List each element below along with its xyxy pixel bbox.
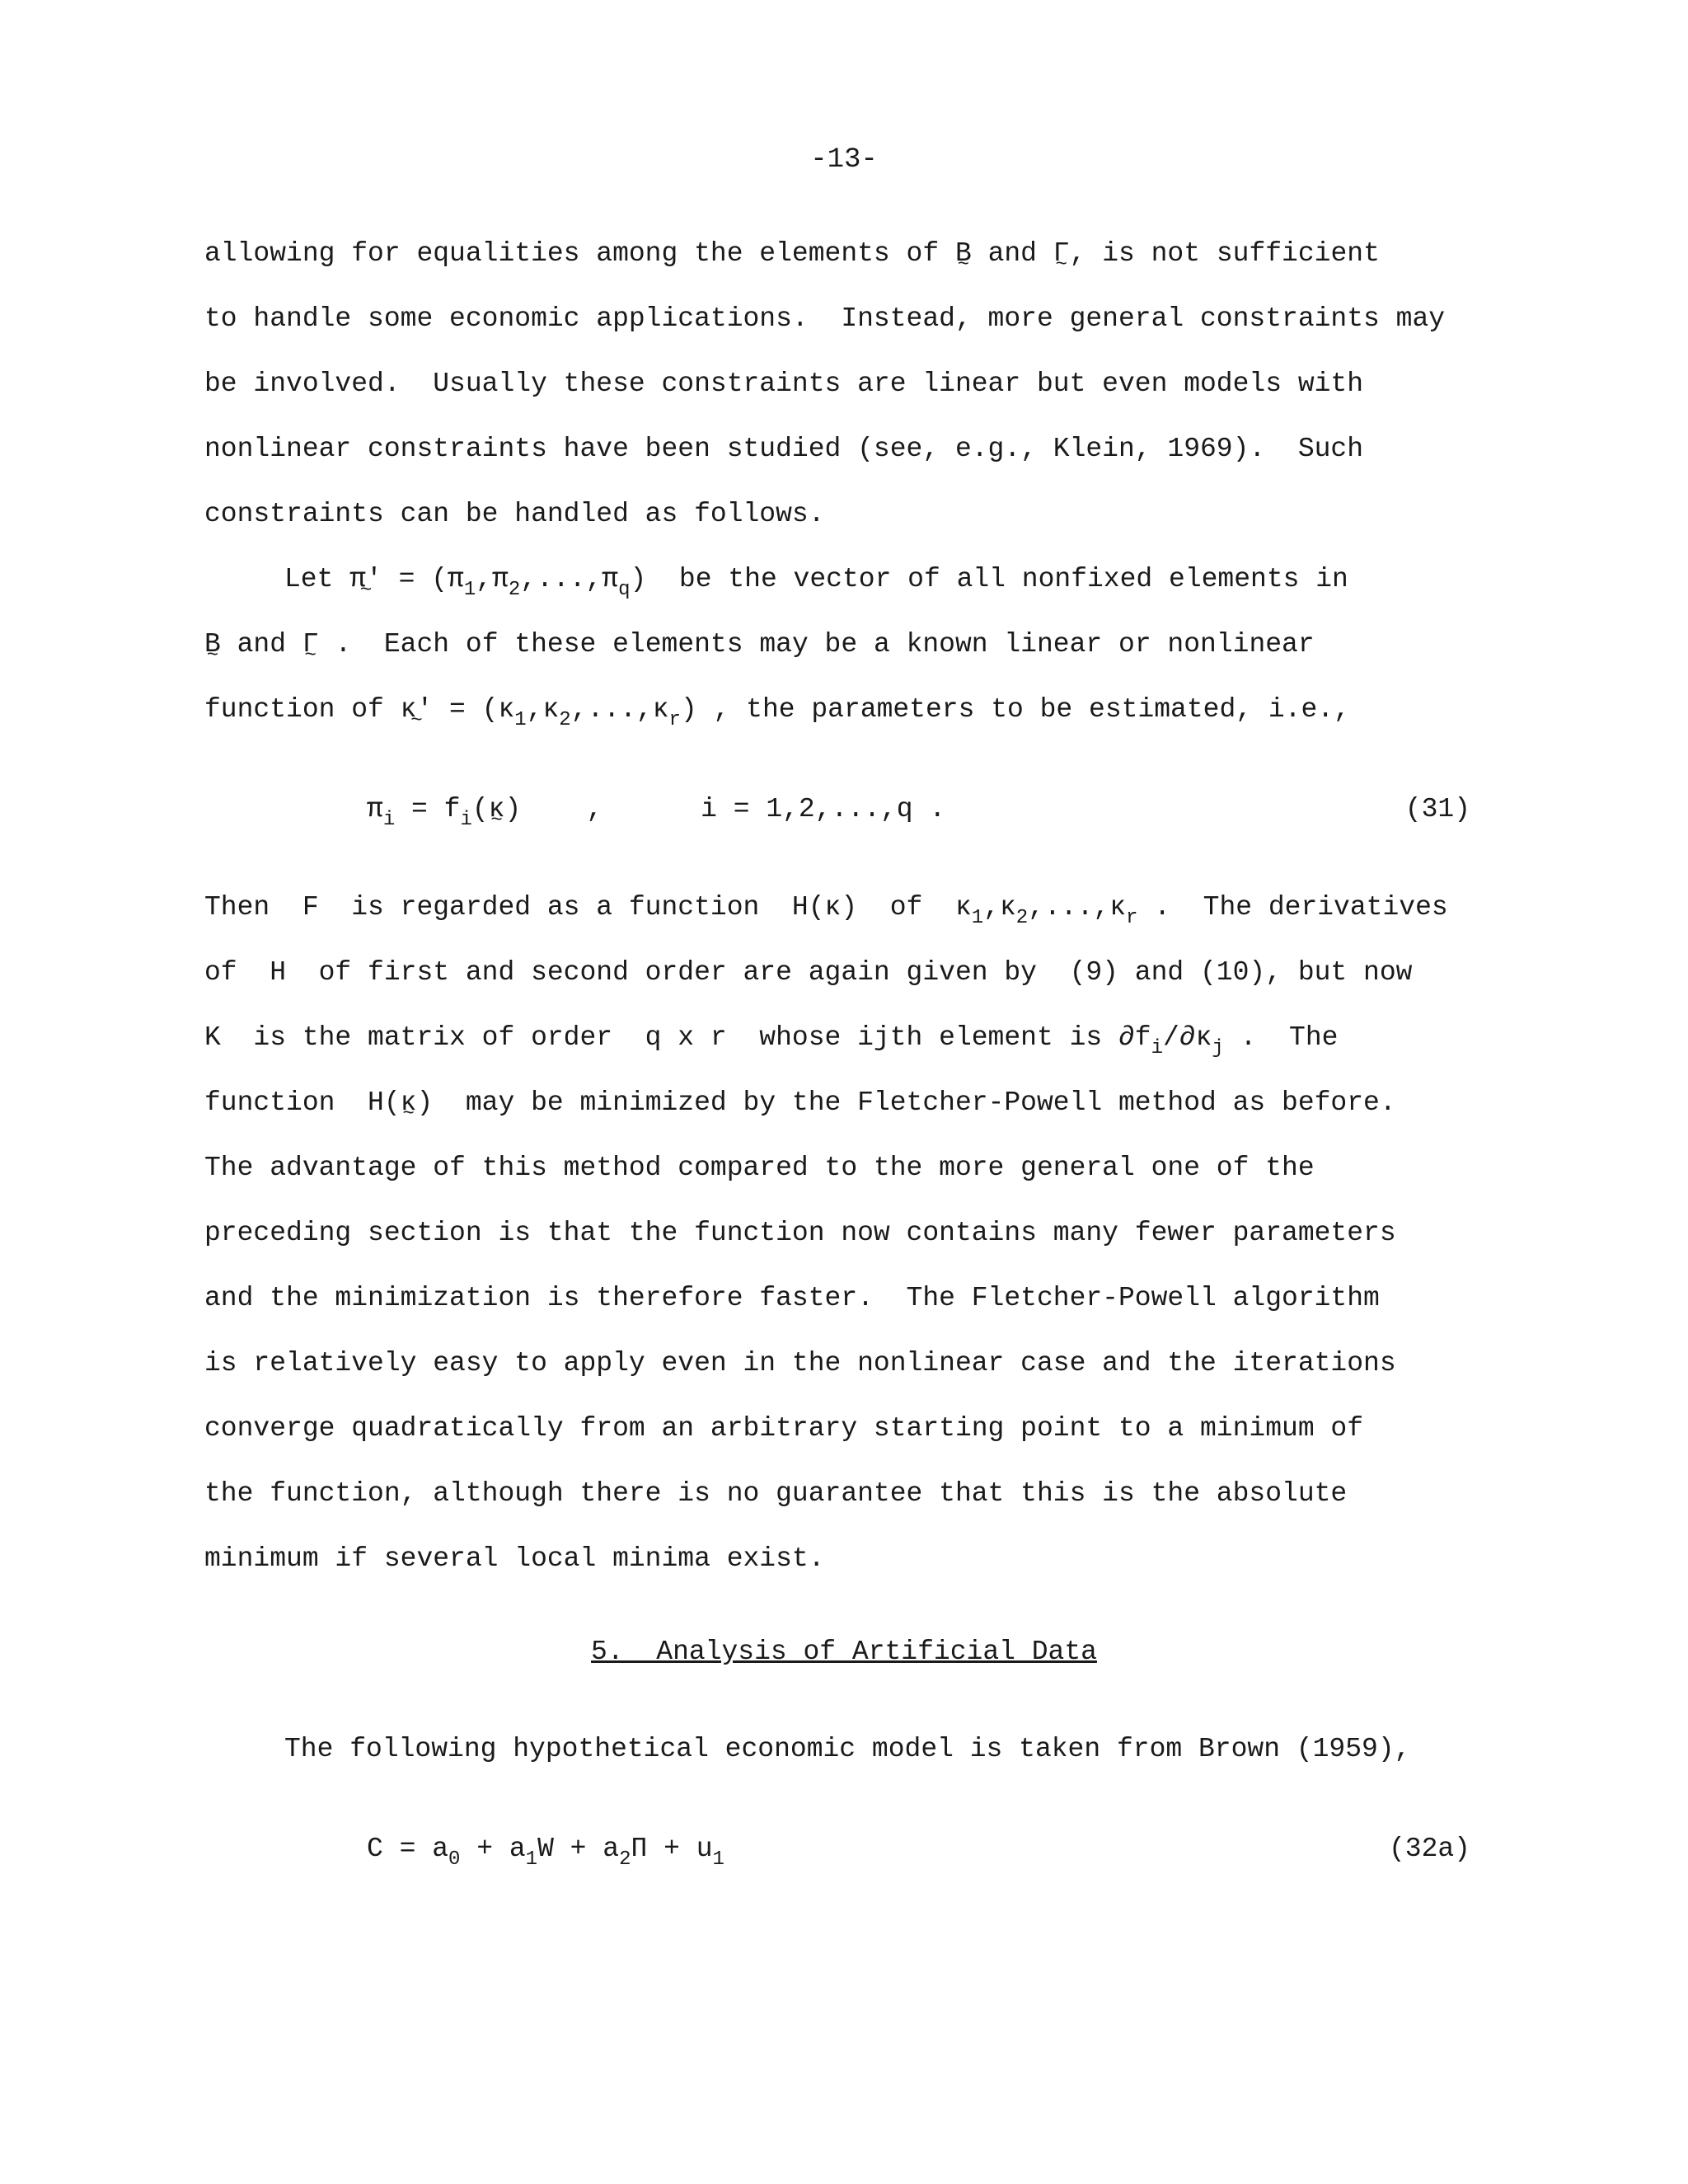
matrix-gamma-symbol: Γ ~ xyxy=(1053,237,1070,270)
text-line: nonlinear constraints have been studied (see, e.g., Klein, 1969). Such xyxy=(204,434,1364,464)
text-line: function H(κ ~) may be minimized by the Fletcher-Powell method as before. xyxy=(204,1087,1396,1120)
equation-body: $C = a_0 + a_1W + a_2\Pi + u_1$ xyxy=(367,1834,724,1871)
pi-prime-symbol: π' ~ xyxy=(349,563,382,596)
text-line: function of κ' ~ = $(\kappa_1,\kappa_2,...,\kappa_r)$ , the parameters to be estimated, i.e., xyxy=(204,693,1350,726)
page-number: -13- xyxy=(810,144,878,176)
equation-body: $\pi_i = f_i(\kappa$ ~) , i = 1,2,...,q . xyxy=(367,793,945,826)
text-line: Then F is regarded as a function H(κ) of $\kappa_1,\kappa_2,...,\kappa_r$ . The derivatives xyxy=(204,892,1448,929)
text-line: B ~ and Γ ~ . Each of these elements may be a known linear or nonlinear xyxy=(204,628,1315,661)
section-heading: 5. Analysis of Artificial Data xyxy=(591,1637,1097,1667)
matrix-B-symbol: B ~ xyxy=(955,237,972,270)
text-line: to handle some economic applications. Instead, more general constraints may xyxy=(204,303,1446,334)
equation-number: (32a) xyxy=(1388,1834,1470,1864)
text-line: Let π' ~ = $(\pi_1,\pi_2,...,\pi_q)$ be the vector of all nonfixed elements in xyxy=(284,563,1348,596)
equation-number: (31) xyxy=(1404,794,1470,824)
text-line: and the minimization is therefore faster. The Fletcher-Powell algorithm xyxy=(204,1283,1380,1313)
kappa-prime-symbol: κ' ~ xyxy=(401,693,434,726)
matrix-B-symbol: B ~ xyxy=(204,628,221,661)
text-line: is relatively easy to apply even in the nonlinear case and the iterations xyxy=(204,1348,1396,1379)
text-line: minimum if several local minima exist. xyxy=(204,1543,825,1574)
text-line: converge quadratically from an arbitrary starting point to a minimum of xyxy=(204,1413,1364,1444)
text-line: the function, although there is no guarantee that this is the absolute xyxy=(204,1478,1348,1509)
text-line: The advantage of this method compared to the more general one of the xyxy=(204,1153,1315,1183)
paragraph-4: The following hypothetical economic model is taken from Brown (1959), xyxy=(284,1734,1411,1764)
text-line: of H of first and second order are again given by (9) and (10), but now xyxy=(204,957,1413,988)
matrix-gamma-symbol: Γ ~ xyxy=(302,628,319,661)
text-line: K is the matrix of order q x r whose ijth element is $\partial f_i/\partial\kappa_j$ . The xyxy=(204,1022,1339,1059)
text-line: constraints can be handled as follows. xyxy=(204,499,825,529)
text-line: preceding section is that the function now contains many fewer parameters xyxy=(204,1218,1396,1248)
text-line: be involved. Usually these constraints are linear but even models with xyxy=(204,369,1364,399)
text-line: allowing for equalities among the elements of B ~ and Γ ~, is not sufficient xyxy=(204,237,1380,270)
